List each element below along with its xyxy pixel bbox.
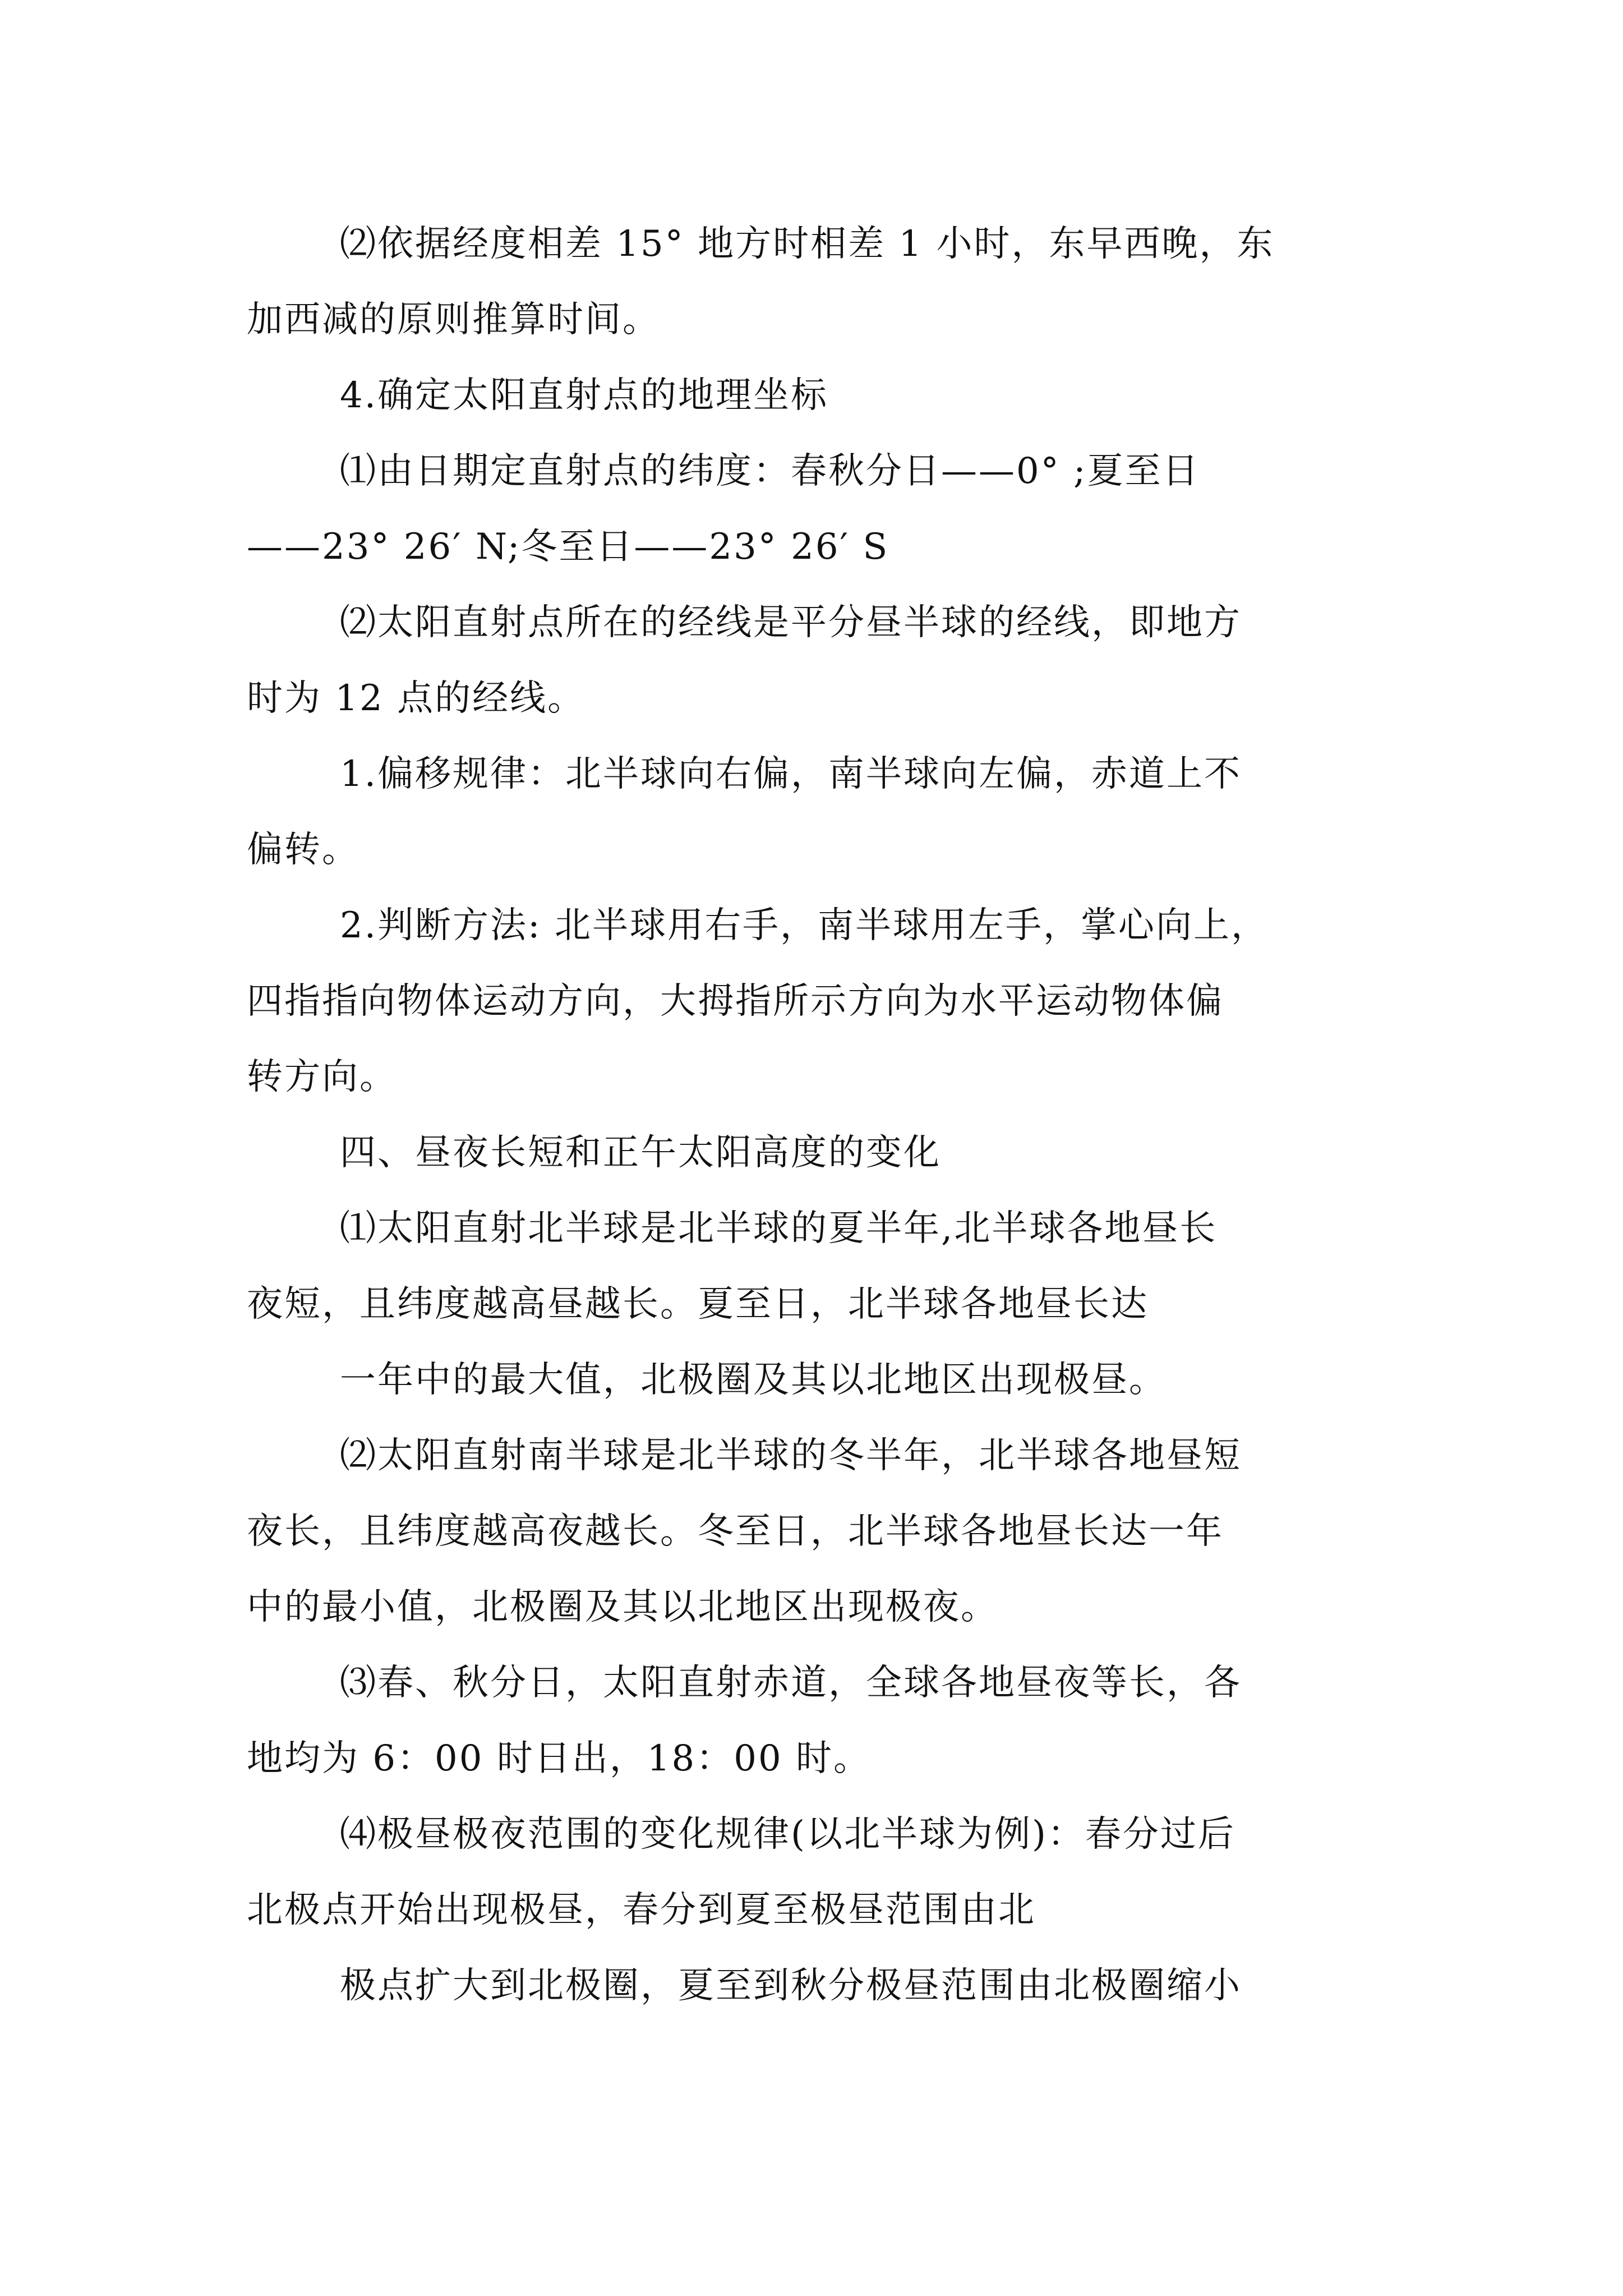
paragraph-line: ——23° 26′ N;冬至日——23° 26′ S bbox=[247, 526, 889, 568]
paragraph-line: ⑵太阳直射点所在的经线是平分昼半球的经线，即地方 bbox=[340, 602, 1242, 643]
paragraph-line: 地均为 6：00 时日出，18：00 时。 bbox=[247, 1738, 872, 1779]
paragraph-line: 夜长，且纬度越高夜越长。冬至日，北半球各地昼长达一年 bbox=[247, 1511, 1224, 1552]
paragraph-line: 极点扩大到北极圈，夏至到秋分极昼范围由北极圈缩小 bbox=[340, 1965, 1242, 2007]
paragraph-line: 北极点开始出现极昼，春分到夏至极昼范围由北 bbox=[247, 1889, 1036, 1931]
paragraph-line: 夜短，且纬度越高昼越长。夏至日，北半球各地昼长达 bbox=[247, 1283, 1149, 1325]
paragraph-line: 中的最小值，北极圈及其以北地区出现极夜。 bbox=[247, 1586, 998, 1628]
paragraph-line: ⑴由日期定直射点的纬度：春秋分日——0° ;夏至日 bbox=[340, 450, 1200, 492]
paragraph-line: 2.判断方法: 北半球用右手，南半球用左手，掌心向上， bbox=[340, 905, 1269, 946]
paragraph-line: 四指指向物体运动方向，大拇指所示方向为水平运动物体偏 bbox=[247, 981, 1224, 1022]
paragraph-line: 一年中的最大值，北极圈及其以北地区出现极昼。 bbox=[340, 1359, 1166, 1401]
paragraph-line: ⑶春、秋分日，太阳直射赤道，全球各地昼夜等长，各 bbox=[340, 1662, 1242, 1704]
paragraph-line: 1.偏移规律：北半球向右偏，南半球向左偏，赤道上不 bbox=[340, 753, 1242, 795]
paragraph-line: ⑷极昼极夜范围的变化规律(以北半球为例)：春分过后 bbox=[340, 1814, 1235, 1855]
paragraph-line: ⑴太阳直射北半球是北半球的夏半年,北半球各地昼长 bbox=[340, 1208, 1218, 1249]
paragraph-line: 时为 12 点的经线。 bbox=[247, 678, 585, 719]
paragraph-line: 加西减的原则推算时间。 bbox=[247, 299, 660, 341]
paragraph-line: 偏转。 bbox=[247, 829, 359, 871]
paragraph-line: ⑵太阳直射南半球是北半球的冬半年，北半球各地昼短 bbox=[340, 1435, 1242, 1476]
paragraph-line: ⑵依据经度相差 15° 地方时相差 1 小时，东早西晚，东 bbox=[340, 223, 1275, 265]
paragraph-line: 转方向。 bbox=[247, 1056, 397, 1098]
paragraph-line: 4.确定太阳直射点的地理坐标 bbox=[340, 375, 829, 416]
section-heading: 四、昼夜长短和正午太阳高度的变化 bbox=[340, 1132, 941, 1174]
